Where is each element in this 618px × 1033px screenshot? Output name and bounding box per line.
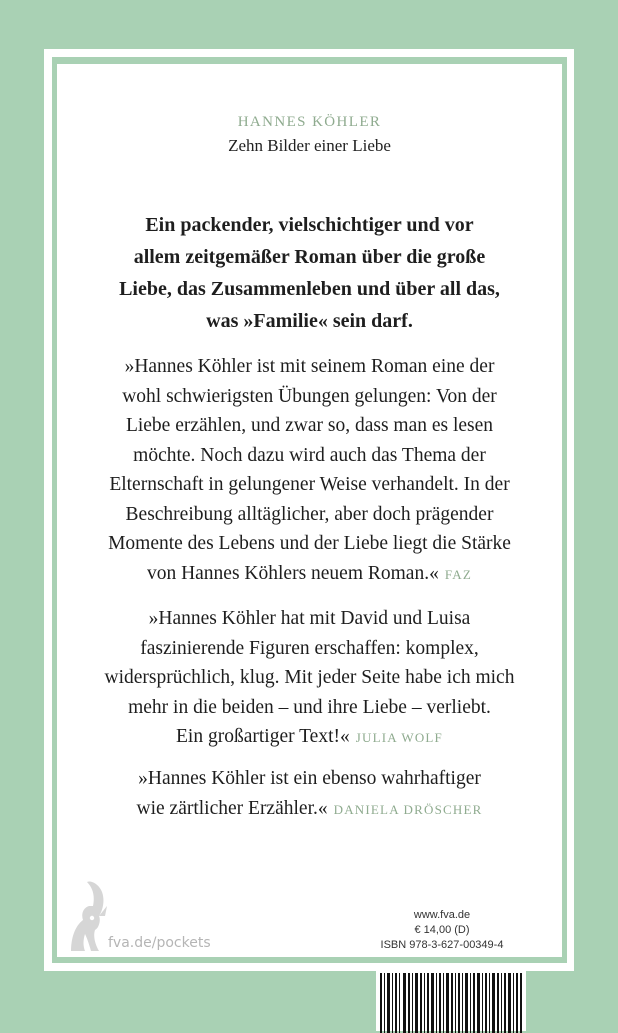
- website[interactable]: www.fva.de: [413, 909, 471, 921]
- quote-line-last: [71, 794, 548, 825]
- review-quote-faz: [71, 352, 548, 589]
- quote-line: Momente des Lebens und der Liebe liegt die Stärke: [108, 533, 511, 554]
- quote-line-last: [71, 559, 548, 590]
- quote-source: FAZ: [444, 566, 473, 582]
- quote-text: wie zärtlicher Erzähler.«: [136, 797, 328, 819]
- barcode-icon: [376, 971, 526, 1031]
- blurb: [77, 209, 542, 337]
- blurb-line: was »Familie« sein darf.: [206, 310, 413, 332]
- quote-line: »Hannes Köhler ist mit seinem Roman eine der: [124, 356, 495, 377]
- blurb-line: Liebe, das Zusammenleben und über all das,: [119, 278, 500, 300]
- quote-line: wohl schwierigsten Übungen gelungen: Von der: [122, 385, 497, 407]
- quote-line: widersprüchlich, klug. Mit jeder Seite habe ich mich: [104, 667, 515, 688]
- quote-text: von Hannes Köhlers neuem Roman.«: [146, 562, 439, 584]
- quote-line: Liebe erzählen, und zwar so, dass man es lesen: [125, 415, 494, 436]
- quote-line: »Hannes Köhler ist ein ebenso wahrhaftiger: [138, 768, 481, 789]
- quote-source: DANIELA DRÖSCHER: [333, 801, 483, 817]
- back-cover-panel: [57, 64, 562, 957]
- quote-line: Beschreibung alltäglicher, aber doch prägender: [125, 503, 494, 525]
- blurb-line: allem zeitgemäßer Roman über die große: [133, 246, 486, 268]
- review-quote-daniela-droescher: [71, 764, 548, 824]
- outer-white-frame: [44, 49, 574, 971]
- review-quote-julia-wolf: [71, 604, 548, 753]
- quote-line: faszinierende Figuren erschaffen: komplex,: [140, 637, 479, 659]
- price: € 14,00 (D): [414, 924, 470, 936]
- book-title: Zehn Bilder einer Liebe: [228, 136, 391, 155]
- quote-line-last: [71, 722, 548, 753]
- green-border-band: [52, 57, 567, 963]
- isbn: ISBN 978-3-627-00349-4: [380, 939, 504, 951]
- quote-source: JULIA WOLF: [355, 730, 443, 745]
- author-name: HANNES KÖHLER: [237, 114, 382, 130]
- quote-text: Ein großartiger Text!«: [176, 726, 350, 747]
- quote-line: mehr in die beiden – und ihre Liebe – verliebt.: [128, 696, 491, 718]
- blurb-line: Ein packender, vielschichtiger und vor: [145, 214, 474, 236]
- quote-line: »Hannes Köhler hat mit David und Luisa: [148, 608, 471, 629]
- pockets-link[interactable]: fva.de/pockets: [108, 935, 211, 951]
- quote-line: möchte. Noch dazu wird auch das Thema der: [133, 444, 486, 466]
- imprint-block: [362, 908, 522, 953]
- quote-line: Elternschaft in gelungener Weise verhandelt. In der: [109, 474, 510, 495]
